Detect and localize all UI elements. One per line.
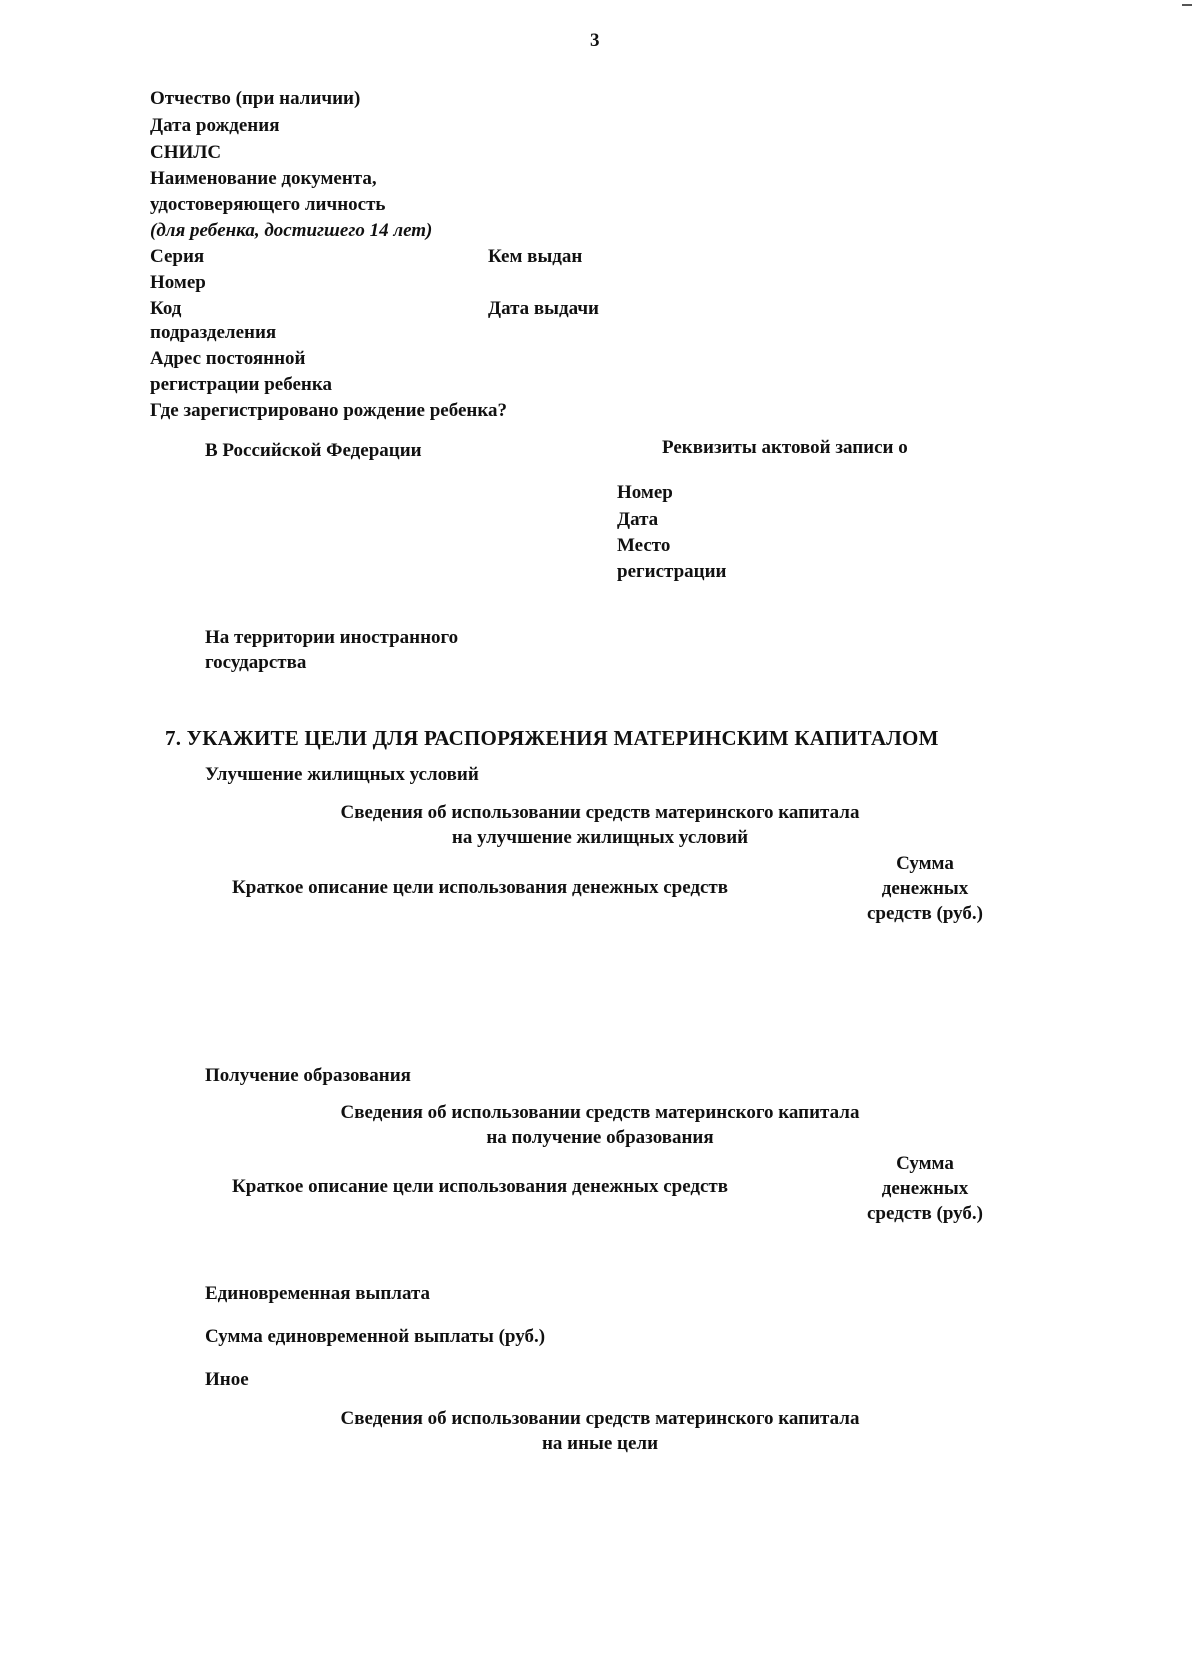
other-info-title-line2: на иные цели — [541, 1433, 659, 1454]
education-sum-header: Сумма — [896, 1153, 954, 1174]
page-number: 3 — [590, 30, 600, 51]
corner-mark — [1182, 4, 1192, 6]
foreign-option-label: На территории иностранного — [205, 627, 459, 648]
division-code-label: Код — [150, 298, 182, 319]
series-label: Серия — [150, 246, 205, 267]
education-info-title: Сведения об использовании средств материнского капитала — [340, 1102, 860, 1123]
education-sum-header-line2: денежных — [881, 1178, 969, 1199]
education-option-label: Получение образования — [205, 1065, 411, 1086]
housing-description-header: Краткое описание цели использования денежных средств — [232, 877, 729, 898]
snils-label: СНИЛС — [150, 142, 222, 163]
housing-option-label: Улучшение жилищных условий — [205, 764, 479, 785]
other-option-label: Иное — [205, 1369, 249, 1390]
education-info-title-line2: на получение образования — [486, 1127, 714, 1148]
russia-option-label: В Российской Федерации — [205, 440, 422, 461]
issue-date-label: Дата выдачи — [488, 298, 600, 319]
id-document-note: (для ребенка, достигшего 14 лет) — [150, 220, 433, 241]
section-7-heading: 7. УКАЖИТЕ ЦЕЛИ ДЛЯ РАСПОРЯЖЕНИЯ МАТЕРИНСКИМ КАПИТАЛОМ — [165, 726, 939, 750]
housing-sum-header: Сумма — [896, 853, 954, 874]
act-number-label: Номер — [617, 482, 673, 503]
act-place-label: Место — [617, 535, 671, 556]
birth-registered-question: Где зарегистрировано рождение ребенка? — [150, 400, 508, 421]
education-sum-header-line3: средств (руб.) — [866, 1203, 984, 1224]
housing-sum-header-line2: денежных — [881, 878, 969, 899]
other-info-title: Сведения об использовании средств материнского капитала — [340, 1408, 860, 1429]
division-code-label-line2: подразделения — [150, 322, 277, 343]
address-label-line2: регистрации ребенка — [150, 374, 333, 395]
number-label: Номер — [150, 272, 206, 293]
housing-info-title: Сведения об использовании средств материнского капитала — [340, 802, 860, 823]
address-label: Адрес постоянной — [150, 348, 306, 369]
lump-sum-amount-label: Сумма единовременной выплаты (руб.) — [205, 1326, 546, 1347]
patronymic-label: Отчество (при наличии) — [150, 88, 361, 109]
housing-sum-header-line3: средств (руб.) — [866, 903, 984, 924]
issued-by-label: Кем выдан — [488, 246, 583, 267]
housing-info-title-line2: на улучшение жилищных условий — [451, 827, 749, 848]
birth-date-label: Дата рождения — [150, 115, 280, 136]
education-description-header: Краткое описание цели использования денежных средств — [232, 1176, 729, 1197]
act-record-title: Реквизиты актовой записи о — [662, 437, 908, 458]
act-date-label: Дата — [617, 509, 659, 530]
lump-sum-option-label: Единовременная выплата — [205, 1283, 431, 1304]
id-document-label-line2: удостоверяющего личность — [150, 194, 386, 215]
id-document-label: Наименование документа, — [150, 168, 377, 189]
foreign-option-label-line2: государства — [205, 652, 307, 673]
act-place-label-line2: регистрации — [617, 561, 727, 582]
